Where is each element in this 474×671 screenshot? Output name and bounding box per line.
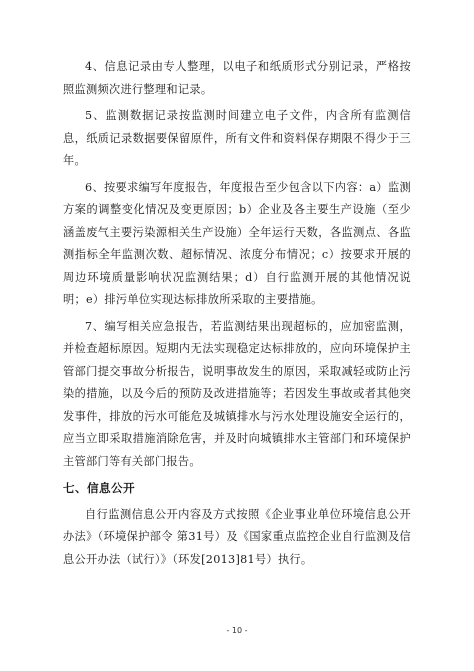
paragraph-data-storage: 5、监测数据记录按监测时间建立电子文件，内含所有监测信息，纸质记录数据要保留原件，所有文件和资料保存期限不得少于三年。 — [63, 109, 411, 167]
section-heading-info-disclosure: 七、信息公开 — [63, 481, 135, 495]
document-body — [63, 56, 411, 575]
paragraph-record-organization: 4、信息记录由专人整理，以电子和纸质形式分别记录，严格按照监测频次进行整理和记录。 — [63, 60, 411, 96]
page-number: - 10 - — [226, 626, 248, 635]
paragraph-emergency-report: 7、编写相关应急报告，若监测结果出现超标的，应加密监测，并检查超标原因。短期内无法实现稳定达标排放的，应向环境保护主管部门提交事故分析报告，说明事故发生的原因，采取减轻或防止污染的措施，以及今后的预防及改进措施等；若因发生事故或者其他突发事件，排放的污水可能危及城镇排水与污水处理设施安全运行的，应当立即采取措施消除危害，并及时向城镇排水主管部门和环境保护主管部门等有关部门报告。 — [63, 319, 411, 468]
paragraph-info-disclosure: 自行监测信息公开内容及方式按照《企业事业单位环境信息公开办法》（环境保护部令 第31号）及《国家重点监控企业自行监测及信息公开办法（试行）》（环发[2013]81号）执行。 — [63, 507, 411, 566]
paragraph-annual-report: 6、按要求编写年度报告，年度报告至少包含以下内容：a）监测方案的调整变化情况及变更原因；b）企业及各主要生产设施（至少涵盖废气主要污染源相关生产设施）全年运行天数，各监测点、各监测指标全年监测次数、超标情况、浓度分布情况；c）按要求开展的周边环境质量影响状况监测结果；d）自行监测开展的其他情况说明；e）排污单位实现达标排放所采取的主要措施。 — [63, 180, 411, 306]
